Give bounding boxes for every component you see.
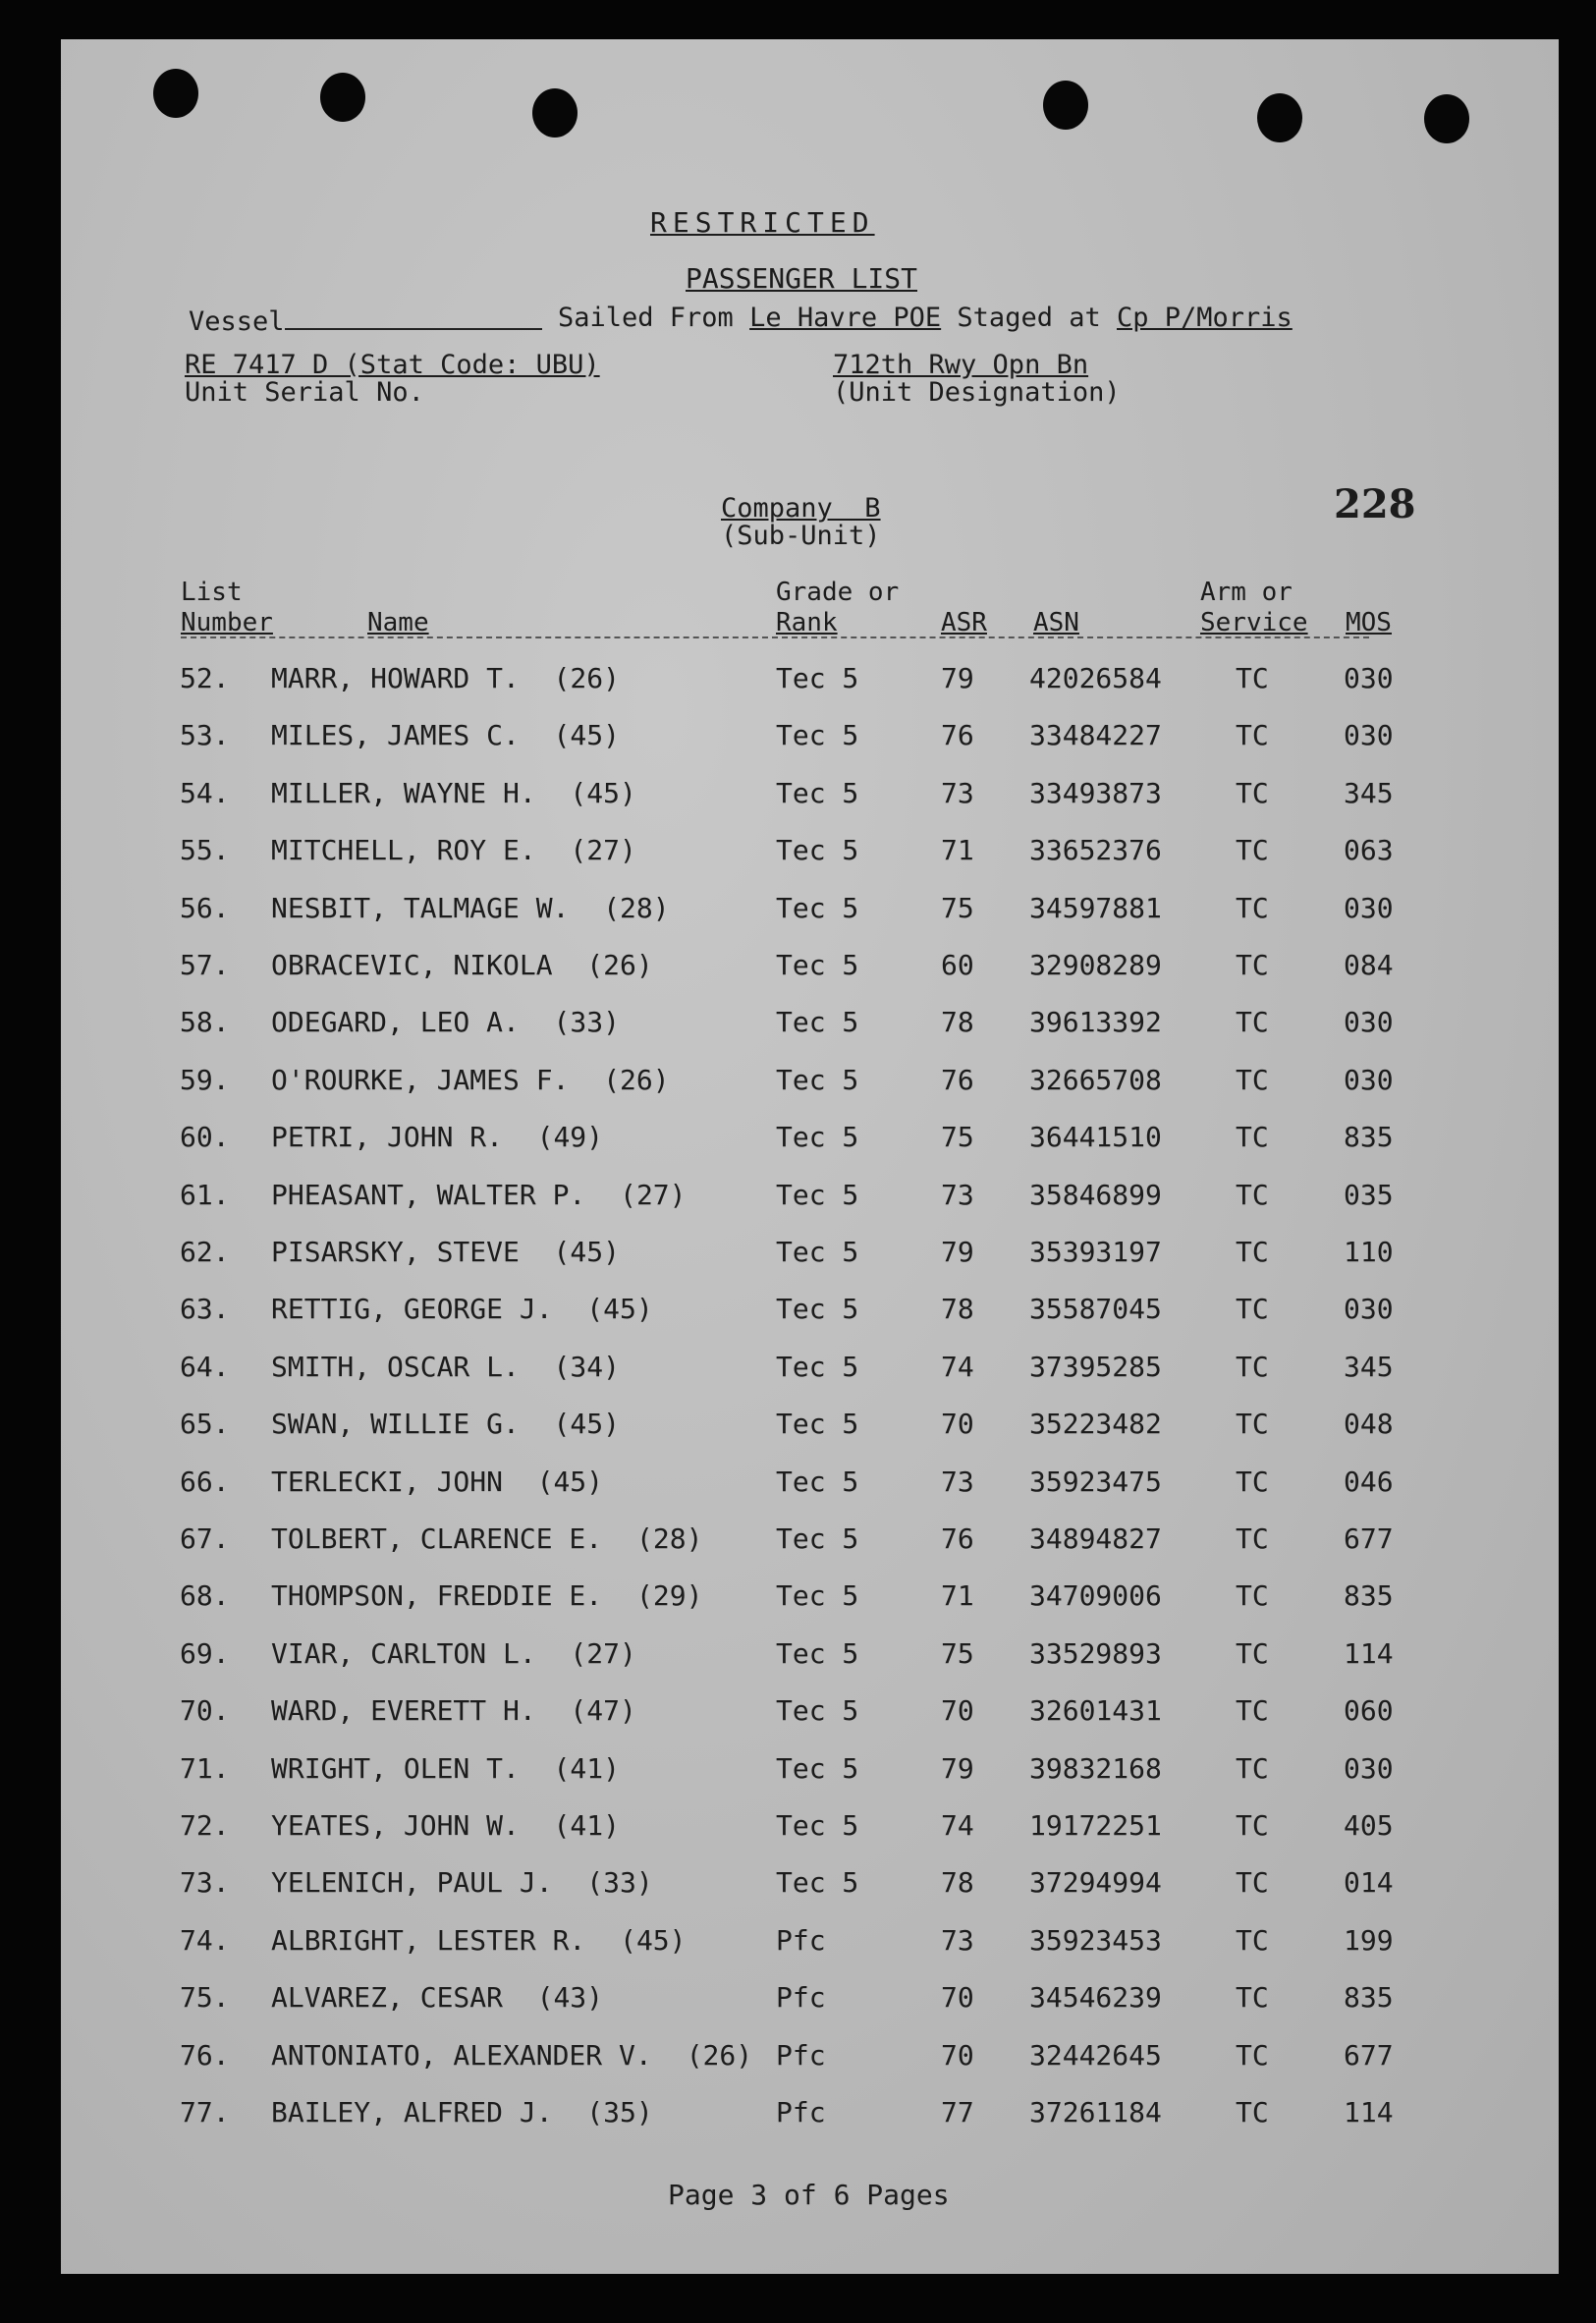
list-number: 76. bbox=[180, 2038, 230, 2072]
list-number: 58. bbox=[180, 1006, 230, 1039]
passenger-age: (45) bbox=[620, 1923, 687, 1957]
passenger-age: (45) bbox=[570, 776, 636, 809]
asr-score: 76 bbox=[941, 719, 974, 752]
col-list-number-line1: List bbox=[181, 578, 243, 607]
arm-service: TC bbox=[1236, 1694, 1269, 1728]
table-row bbox=[61, 1579, 1559, 1636]
list-number: 67. bbox=[180, 1522, 230, 1555]
arm-service: TC bbox=[1236, 1981, 1269, 2015]
passenger-name: VIAR, CARLTON L. bbox=[271, 1636, 536, 1670]
passenger-name: MARR, HOWARD T. bbox=[271, 662, 520, 694]
arm-service: TC bbox=[1236, 1408, 1269, 1441]
list-number: 77. bbox=[180, 2096, 230, 2129]
table-row bbox=[61, 1466, 1559, 1522]
arm-service: TC bbox=[1236, 776, 1269, 809]
passenger-age: (41) bbox=[553, 1809, 620, 1842]
passenger-age: (27) bbox=[570, 1636, 636, 1670]
passenger-age: (45) bbox=[536, 1465, 604, 1498]
passenger-name: THOMPSON, FREDDIE E. bbox=[271, 1579, 603, 1613]
list-number: 71. bbox=[180, 1751, 230, 1785]
col-list-number bbox=[181, 578, 273, 638]
grade-rank: Tec 5 bbox=[776, 1063, 859, 1096]
table-row bbox=[61, 1694, 1559, 1751]
sailed-line bbox=[558, 303, 1293, 333]
grade-rank: Tec 5 bbox=[776, 1178, 859, 1211]
asr-score: 73 bbox=[941, 1923, 974, 1957]
table-row bbox=[61, 1637, 1559, 1694]
passenger-name: WARD, EVERETT H. bbox=[271, 1694, 536, 1728]
arm-service: TC bbox=[1236, 1923, 1269, 1957]
mos-code: 835 bbox=[1344, 1981, 1394, 2015]
passenger-age: (28) bbox=[603, 891, 670, 924]
passenger-name: MITCHELL, ROY E. bbox=[271, 834, 536, 867]
asr-score: 71 bbox=[941, 1579, 974, 1613]
list-number: 68. bbox=[180, 1579, 230, 1613]
list-number: 53. bbox=[180, 719, 230, 752]
passenger-age: (49) bbox=[536, 1121, 604, 1154]
arm-service: TC bbox=[1236, 1809, 1269, 1842]
passenger-age: (26) bbox=[553, 662, 620, 694]
asr-score: 71 bbox=[941, 834, 974, 867]
list-number: 54. bbox=[180, 776, 230, 809]
arm-service: TC bbox=[1236, 1350, 1269, 1383]
asr-score: 75 bbox=[941, 1121, 974, 1154]
table-row bbox=[61, 1809, 1559, 1866]
passenger-name: SMITH, OSCAR L. bbox=[271, 1350, 520, 1383]
list-number: 57. bbox=[180, 949, 230, 981]
table-row bbox=[61, 1522, 1559, 1579]
table-row bbox=[61, 834, 1559, 891]
passenger-age: (26) bbox=[586, 949, 653, 981]
table-row bbox=[61, 1351, 1559, 1408]
asr-score: 60 bbox=[941, 949, 974, 981]
list-number: 61. bbox=[180, 1178, 230, 1211]
passenger-name: TERLECKI, JOHN bbox=[271, 1465, 504, 1498]
asr-score: 78 bbox=[941, 1293, 974, 1326]
grade-rank: Tec 5 bbox=[776, 1751, 859, 1785]
table-row bbox=[61, 2039, 1559, 2096]
list-number: 52. bbox=[180, 662, 230, 694]
mos-code: 677 bbox=[1344, 2038, 1394, 2072]
grade-rank: Tec 5 bbox=[776, 834, 859, 867]
passenger-name: PISARSKY, STEVE bbox=[271, 1236, 520, 1268]
arm-service: TC bbox=[1236, 1522, 1269, 1555]
asn-number: 33484227 bbox=[1029, 719, 1162, 752]
list-number: 73. bbox=[180, 1866, 230, 1900]
table-row bbox=[61, 2096, 1559, 2153]
grade-rank: Pfc bbox=[776, 2038, 826, 2072]
asr-score: 70 bbox=[941, 1408, 974, 1441]
table-row bbox=[61, 1121, 1559, 1178]
table-row bbox=[61, 1866, 1559, 1923]
list-number: 69. bbox=[180, 1636, 230, 1670]
mos-code: 035 bbox=[1344, 1178, 1394, 1211]
table-row bbox=[61, 1752, 1559, 1809]
asr-score: 79 bbox=[941, 1236, 974, 1268]
passenger-name: PETRI, JOHN R. bbox=[271, 1121, 504, 1154]
grade-rank: Pfc bbox=[776, 1923, 826, 1957]
mos-code: 046 bbox=[1344, 1465, 1394, 1498]
table-row bbox=[61, 719, 1559, 776]
list-number: 56. bbox=[180, 891, 230, 924]
asn-number: 32442645 bbox=[1029, 2038, 1162, 2072]
asn-number: 32601431 bbox=[1029, 1694, 1162, 1728]
arm-service: TC bbox=[1236, 949, 1269, 981]
passenger-age: (28) bbox=[636, 1522, 703, 1555]
passenger-name: NESBIT, TALMAGE W. bbox=[271, 891, 570, 924]
mos-code: 014 bbox=[1344, 1866, 1394, 1900]
asn-number: 32908289 bbox=[1029, 949, 1162, 981]
asn-number: 19172251 bbox=[1029, 1809, 1162, 1842]
mos-code: 030 bbox=[1344, 719, 1394, 752]
passenger-age: (43) bbox=[536, 1981, 604, 2015]
asr-score: 78 bbox=[941, 1006, 974, 1039]
passenger-name: BAILEY, ALFRED J. bbox=[271, 2096, 553, 2129]
arm-service: TC bbox=[1236, 1063, 1269, 1096]
asr-score: 70 bbox=[941, 1981, 974, 2015]
asn-number: 34546239 bbox=[1029, 1981, 1162, 2015]
col-list-number-line2: Number bbox=[181, 608, 273, 637]
asr-score: 73 bbox=[941, 776, 974, 809]
mos-code: 114 bbox=[1344, 2096, 1394, 2129]
mos-code: 345 bbox=[1344, 776, 1394, 809]
sub-unit-label: (Sub-Unit) bbox=[721, 521, 881, 551]
col-grade-line2: Rank bbox=[776, 608, 838, 637]
asn-number: 33529893 bbox=[1029, 1636, 1162, 1670]
passenger-name: WRIGHT, OLEN T. bbox=[271, 1751, 520, 1785]
grade-rank: Tec 5 bbox=[776, 1522, 859, 1555]
arm-service: TC bbox=[1236, 1236, 1269, 1268]
arm-service: TC bbox=[1236, 1121, 1269, 1154]
grade-rank: Tec 5 bbox=[776, 1465, 859, 1498]
col-asn: ASN bbox=[1033, 608, 1079, 637]
asn-number: 35846899 bbox=[1029, 1178, 1162, 1211]
mos-code: 030 bbox=[1344, 1293, 1394, 1326]
unit-designation-label: (Unit Designation) bbox=[833, 377, 1121, 408]
asr-score: 76 bbox=[941, 1063, 974, 1096]
passenger-name: ALBRIGHT, LESTER R. bbox=[271, 1923, 586, 1957]
asr-score: 79 bbox=[941, 662, 974, 694]
passenger-name: ANTONIATO, ALEXANDER V. bbox=[271, 2038, 652, 2072]
col-grade-line1: Grade or bbox=[776, 578, 900, 607]
grade-rank: Tec 5 bbox=[776, 1579, 859, 1613]
passenger-name: YELENICH, PAUL J. bbox=[271, 1866, 553, 1900]
sailed-label: Sailed From bbox=[558, 303, 734, 333]
asn-number: 35923475 bbox=[1029, 1465, 1162, 1498]
company-value: Company B bbox=[721, 493, 881, 524]
list-number: 63. bbox=[180, 1293, 230, 1326]
mos-code: 405 bbox=[1344, 1809, 1394, 1842]
arm-service: TC bbox=[1236, 662, 1269, 694]
grade-rank: Tec 5 bbox=[776, 1236, 859, 1268]
grade-rank: Tec 5 bbox=[776, 1809, 859, 1842]
page-footer: Page 3 of 6 Pages bbox=[668, 2179, 950, 2211]
punch-hole bbox=[1257, 93, 1302, 142]
asr-score: 74 bbox=[941, 1809, 974, 1842]
grade-rank: Pfc bbox=[776, 2096, 826, 2129]
unit-designation-value: 712th Rwy Opn Bn bbox=[833, 350, 1089, 380]
table-row bbox=[61, 777, 1559, 834]
unit-serial-label: Unit Serial No. bbox=[185, 377, 424, 408]
passenger-list-title: PASSENGER LIST bbox=[686, 262, 918, 295]
unit-serial-value: RE 7417 D (Stat Code: UBU) bbox=[185, 350, 600, 380]
passenger-name: ALVAREZ, CESAR bbox=[271, 1981, 504, 2015]
col-arm-line2: Service bbox=[1200, 608, 1308, 637]
mos-code: 199 bbox=[1344, 1923, 1394, 1957]
asr-score: 70 bbox=[941, 1694, 974, 1728]
asr-score: 75 bbox=[941, 1636, 974, 1670]
passenger-name: MILES, JAMES C. bbox=[271, 719, 520, 752]
grade-rank: Tec 5 bbox=[776, 1121, 859, 1154]
passenger-name: ODEGARD, LEO A. bbox=[271, 1006, 520, 1039]
table-row bbox=[61, 1981, 1559, 2038]
list-number: 66. bbox=[180, 1465, 230, 1498]
table-row bbox=[61, 892, 1559, 949]
table-row bbox=[61, 1179, 1559, 1236]
passenger-age: (29) bbox=[636, 1579, 703, 1613]
restricted-heading: RESTRICTED bbox=[650, 206, 875, 239]
passenger-age: (33) bbox=[586, 1866, 653, 1900]
passenger-name: RETTIG, GEORGE J. bbox=[271, 1293, 553, 1326]
list-number: 70. bbox=[180, 1694, 230, 1728]
passenger-age: (26) bbox=[603, 1063, 670, 1096]
asr-score: 78 bbox=[941, 1866, 974, 1900]
list-number: 74. bbox=[180, 1923, 230, 1957]
grade-rank: Tec 5 bbox=[776, 1350, 859, 1383]
asn-number: 35923453 bbox=[1029, 1923, 1162, 1957]
grade-rank: Tec 5 bbox=[776, 1866, 859, 1900]
vessel-line bbox=[189, 303, 542, 337]
vessel-blank bbox=[285, 303, 542, 330]
arm-service: TC bbox=[1236, 2096, 1269, 2129]
mos-code: 110 bbox=[1344, 1236, 1394, 1268]
asn-number: 37395285 bbox=[1029, 1350, 1162, 1383]
passenger-age: (45) bbox=[553, 1236, 620, 1268]
grade-rank: Tec 5 bbox=[776, 662, 859, 694]
mos-code: 835 bbox=[1344, 1121, 1394, 1154]
asn-number: 39832168 bbox=[1029, 1751, 1162, 1785]
table-row bbox=[61, 1006, 1559, 1063]
asr-score: 70 bbox=[941, 2038, 974, 2072]
passenger-age: (26) bbox=[686, 2038, 753, 2072]
table-row bbox=[61, 949, 1559, 1006]
mos-code: 030 bbox=[1344, 891, 1394, 924]
passenger-age: (33) bbox=[553, 1006, 620, 1039]
passenger-age: (45) bbox=[586, 1293, 653, 1326]
passenger-name: SWAN, WILLIE G. bbox=[271, 1408, 520, 1441]
arm-service: TC bbox=[1236, 1465, 1269, 1498]
punch-hole bbox=[1043, 81, 1088, 130]
asr-score: 73 bbox=[941, 1178, 974, 1211]
header-underline bbox=[181, 636, 1369, 638]
vessel-label: Vessel bbox=[189, 306, 285, 337]
passenger-age: (45) bbox=[553, 1408, 620, 1441]
mos-code: 084 bbox=[1344, 949, 1394, 981]
passenger-age: (35) bbox=[586, 2096, 653, 2129]
passenger-age: (45) bbox=[553, 719, 620, 752]
mos-code: 030 bbox=[1344, 1063, 1394, 1096]
grade-rank: Tec 5 bbox=[776, 1636, 859, 1670]
mos-code: 345 bbox=[1344, 1350, 1394, 1383]
col-name: Name bbox=[367, 608, 429, 637]
passenger-name: YEATES, JOHN W. bbox=[271, 1809, 520, 1842]
passenger-name: PHEASANT, WALTER P. bbox=[271, 1178, 586, 1211]
mos-code: 030 bbox=[1344, 1006, 1394, 1039]
col-asr: ASR bbox=[941, 608, 987, 637]
passenger-age: (27) bbox=[620, 1178, 687, 1211]
passenger-name: OBRACEVIC, NIKOLA bbox=[271, 949, 553, 981]
asn-number: 37294994 bbox=[1029, 1866, 1162, 1900]
arm-service: TC bbox=[1236, 891, 1269, 924]
asn-number: 35393197 bbox=[1029, 1236, 1162, 1268]
asn-number: 35587045 bbox=[1029, 1293, 1162, 1326]
staged-at-value: Cp P/Morris bbox=[1117, 303, 1293, 333]
grade-rank: Tec 5 bbox=[776, 1006, 859, 1039]
asr-score: 79 bbox=[941, 1751, 974, 1785]
arm-service: TC bbox=[1236, 1866, 1269, 1900]
mos-code: 114 bbox=[1344, 1636, 1394, 1670]
grade-rank: Tec 5 bbox=[776, 1694, 859, 1728]
punch-hole bbox=[320, 73, 365, 122]
passenger-age: (41) bbox=[553, 1751, 620, 1785]
col-arm-service bbox=[1200, 578, 1308, 638]
table-row bbox=[61, 1236, 1559, 1293]
grade-rank: Tec 5 bbox=[776, 1408, 859, 1441]
passenger-name: O'ROURKE, JAMES F. bbox=[271, 1063, 570, 1096]
grade-rank: Pfc bbox=[776, 1981, 826, 2015]
list-number: 59. bbox=[180, 1063, 230, 1096]
col-arm-line1: Arm or bbox=[1200, 578, 1293, 607]
list-number: 65. bbox=[180, 1408, 230, 1441]
grade-rank: Tec 5 bbox=[776, 891, 859, 924]
document-page bbox=[61, 39, 1559, 2274]
table-row bbox=[61, 1924, 1559, 1981]
arm-service: TC bbox=[1236, 1579, 1269, 1613]
passenger-name: TOLBERT, CLARENCE E. bbox=[271, 1522, 603, 1555]
mos-code: 030 bbox=[1344, 662, 1394, 694]
asn-number: 34597881 bbox=[1029, 891, 1162, 924]
table-row bbox=[61, 1293, 1559, 1350]
asr-score: 76 bbox=[941, 1522, 974, 1555]
asn-number: 32665708 bbox=[1029, 1063, 1162, 1096]
asr-score: 77 bbox=[941, 2096, 974, 2129]
punch-hole bbox=[1424, 94, 1469, 143]
passenger-name: MILLER, WAYNE H. bbox=[271, 776, 536, 809]
mos-code: 677 bbox=[1344, 1522, 1394, 1555]
mos-code: 048 bbox=[1344, 1408, 1394, 1441]
arm-service: TC bbox=[1236, 834, 1269, 867]
staged-label: Staged at bbox=[957, 303, 1101, 333]
arm-service: TC bbox=[1236, 1636, 1269, 1670]
asn-number: 37261184 bbox=[1029, 2096, 1162, 2129]
passenger-age: (47) bbox=[570, 1694, 636, 1728]
sailed-from-value: Le Havre POE bbox=[749, 303, 942, 333]
list-number: 62. bbox=[180, 1236, 230, 1268]
asn-number: 33493873 bbox=[1029, 776, 1162, 809]
grade-rank: Tec 5 bbox=[776, 1293, 859, 1326]
page-stamp-number: 228 bbox=[1334, 481, 1416, 527]
table-row bbox=[61, 662, 1559, 719]
arm-service: TC bbox=[1236, 719, 1269, 752]
mos-code: 835 bbox=[1344, 1579, 1394, 1613]
asn-number: 33652376 bbox=[1029, 834, 1162, 867]
list-number: 75. bbox=[180, 1981, 230, 2015]
asr-score: 75 bbox=[941, 891, 974, 924]
asr-score: 74 bbox=[941, 1350, 974, 1383]
asn-number: 42026584 bbox=[1029, 662, 1162, 694]
asr-score: 73 bbox=[941, 1465, 974, 1498]
list-number: 72. bbox=[180, 1809, 230, 1842]
grade-rank: Tec 5 bbox=[776, 776, 859, 809]
list-number: 55. bbox=[180, 834, 230, 867]
list-number: 60. bbox=[180, 1121, 230, 1154]
passenger-age: (34) bbox=[553, 1350, 620, 1383]
arm-service: TC bbox=[1236, 1006, 1269, 1039]
mos-code: 030 bbox=[1344, 1751, 1394, 1785]
asn-number: 36441510 bbox=[1029, 1121, 1162, 1154]
arm-service: TC bbox=[1236, 2038, 1269, 2072]
arm-service: TC bbox=[1236, 1751, 1269, 1785]
table-row bbox=[61, 1408, 1559, 1465]
asn-number: 34709006 bbox=[1029, 1579, 1162, 1613]
passenger-age: (27) bbox=[570, 834, 636, 867]
punch-hole bbox=[532, 88, 578, 138]
punch-hole bbox=[153, 69, 198, 118]
col-mos: MOS bbox=[1346, 608, 1392, 637]
asn-number: 39613392 bbox=[1029, 1006, 1162, 1039]
grade-rank: Tec 5 bbox=[776, 949, 859, 981]
table-row bbox=[61, 1064, 1559, 1121]
list-number: 64. bbox=[180, 1350, 230, 1383]
col-grade bbox=[776, 578, 899, 638]
grade-rank: Tec 5 bbox=[776, 719, 859, 752]
arm-service: TC bbox=[1236, 1178, 1269, 1211]
mos-code: 060 bbox=[1344, 1694, 1394, 1728]
asn-number: 35223482 bbox=[1029, 1408, 1162, 1441]
arm-service: TC bbox=[1236, 1293, 1269, 1326]
asn-number: 34894827 bbox=[1029, 1522, 1162, 1555]
mos-code: 063 bbox=[1344, 834, 1394, 867]
